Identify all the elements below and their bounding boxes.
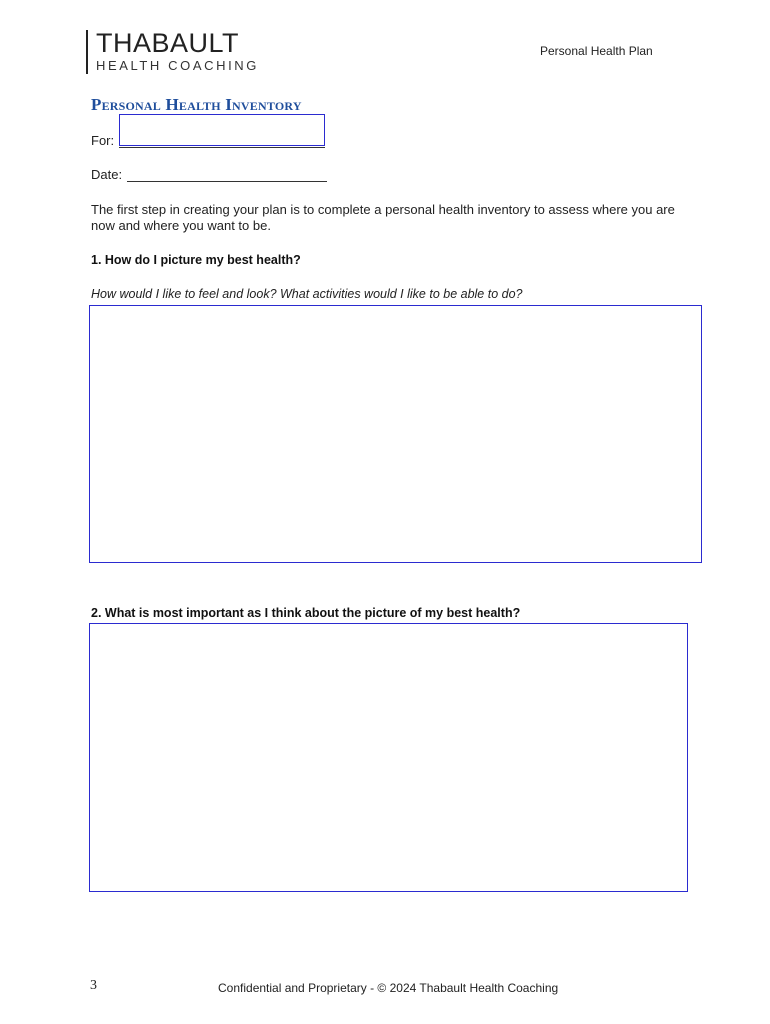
logo-bar (86, 30, 88, 74)
question-1-label: 1. How do I picture my best health? (91, 253, 301, 267)
logo-name: THABAULT (96, 28, 240, 58)
question-2-label: 2. What is most important as I think about the picture of my best health? (91, 606, 521, 620)
intro-text: The first step in creating your plan is to complete a personal health inventory to assess where you are now and where you want to be. (91, 202, 675, 233)
document-label: Personal Health Plan (540, 44, 653, 58)
question-1-prompt: How would I like to feel and look? What activities would I like to be able to do? (91, 287, 523, 301)
date-label: Date: (91, 167, 123, 182)
question-2-answer-field[interactable] (89, 623, 688, 892)
footer-text: Confidential and Proprietary - © 2024 Thabault Health Coaching (218, 981, 559, 995)
logo-subtitle: HEALTH COACHING (96, 58, 259, 73)
page-number: 3 (90, 978, 97, 993)
for-input-field[interactable] (119, 114, 325, 146)
date-field[interactable] (127, 181, 327, 182)
for-underline (119, 147, 325, 148)
question-1-answer-field[interactable] (89, 305, 702, 563)
page-title: Personal Health Inventory (91, 95, 302, 114)
for-label: For: (91, 133, 115, 148)
